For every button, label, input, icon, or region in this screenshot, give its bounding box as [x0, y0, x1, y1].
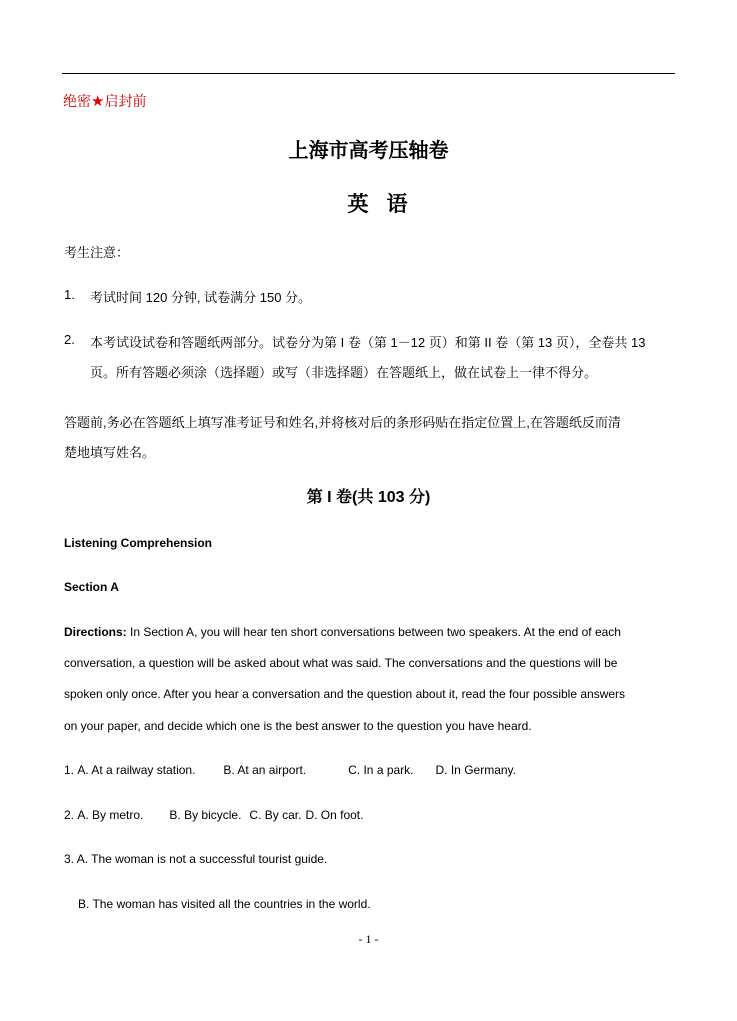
question-1-option-c: C. In a park. [348, 763, 414, 777]
question-1-option-d: D. In Germany. [435, 763, 516, 777]
question-2-option-d: D. On foot. [305, 808, 364, 822]
confidential-suffix: 启封前 [104, 93, 147, 109]
part-title: 第 I 卷(共 103 分) [306, 489, 431, 506]
question-1-number: 1. [64, 763, 75, 777]
question-2 [64, 808, 363, 822]
question-3-option-a: A. The woman is not a successful tourist guide. [76, 852, 328, 866]
notice-item-1-text: 考试时间 120 分钟, 试卷满分 150 分。 [90, 290, 312, 305]
directions-line-1 [64, 625, 676, 639]
question-2-option-a: A. By metro. [77, 808, 144, 822]
exam-subject: 英语 [347, 191, 426, 216]
notice-item-2-line-1: 本考试设试卷和答题纸两部分。试卷分为第 I 卷（第 1－12 页）和第 II 卷（第 13 页），全卷共 13 [90, 335, 646, 350]
question-3-number: 3. [64, 852, 75, 866]
pre-answer-line-2: 楚地填写姓名。 [64, 445, 156, 460]
confidential-prefix: 绝密 [63, 93, 91, 109]
header-rule [62, 73, 675, 74]
question-2-option-b: B. By bicycle. [169, 808, 242, 822]
confidential-label [63, 91, 146, 111]
section-heading: Section A [64, 580, 119, 594]
directions-line-2: conversation, a question will be asked about what was said. The conversations and the questions will be [64, 656, 618, 670]
question-2-number: 2. [64, 808, 75, 822]
notice-item-1-number: 1. [64, 287, 75, 302]
question-2-option-c: C. By car. [249, 808, 302, 822]
notice-item-2-line-2: 页。所有答题必须涂（选择题）或写（非选择题）在答题纸上，做在试卷上一律不得分。 [90, 365, 598, 380]
question-1-option-a: A. At a railway station. [77, 763, 196, 777]
notice-heading: 考生注意： [64, 245, 130, 260]
directions-line-3: spoken only once. After you hear a conversation and the question about it, read the four possible answers [64, 687, 626, 701]
notice-item-2-number: 2. [64, 332, 75, 347]
question-3-option-b: B. The woman has visited all the countries in the world. [78, 897, 371, 911]
pre-answer-line-1: 答题前,务必在答题纸上填写准考证号和姓名,并将核对后的条形码贴在指定位置上,在答题纸反而清 [64, 415, 621, 430]
exam-title: 上海市高考压轴卷 [288, 138, 449, 162]
question-1-option-b: B. At an airport. [223, 763, 307, 777]
page-number: - 1 - [358, 932, 379, 946]
directions-line-4: on your paper, and decide which one is the best answer to the question you have heard. [64, 719, 532, 733]
question-1 [64, 763, 516, 777]
star-icon: ★ [91, 93, 105, 110]
question-3 [64, 852, 327, 866]
directions-text-1: In Section A, you will hear ten short conversations between two speakers. At the end of each [126, 625, 621, 639]
listening-heading: Listening Comprehension [64, 536, 213, 550]
directions-label: Directions: [64, 625, 127, 639]
